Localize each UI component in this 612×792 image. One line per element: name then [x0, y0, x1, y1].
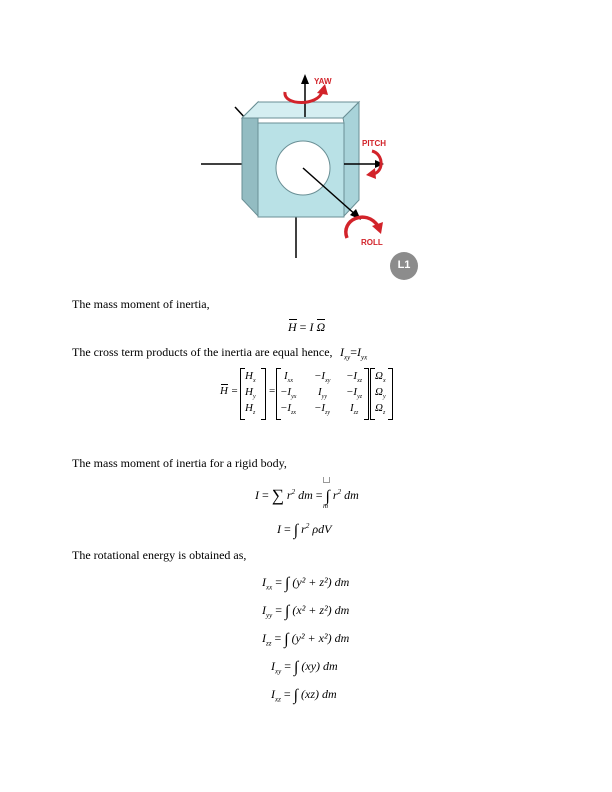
I-xy: $-I_{xy}$ — [314, 370, 331, 385]
integral-limit-m: m — [323, 502, 329, 510]
badge-label: L1 — [397, 259, 411, 271]
I-yz: $-I_{yz}$ — [346, 386, 363, 401]
equation-angular-momentum: H = I Ω — [288, 320, 326, 334]
roll-label: ROLL — [361, 238, 383, 247]
h-x: $H_x$ — [245, 370, 256, 385]
omega-z: $\Omega_z$ — [375, 402, 386, 417]
matrix-equation — [218, 368, 398, 420]
equation-sum-integral: I = ∑ $r^2$ dm = ∫ $r^2$ dm — [255, 486, 359, 505]
equation-Ixx: $I_{xx}$ = ∫ (y² + z²) dm — [262, 575, 350, 592]
integral-upper-box — [323, 477, 330, 483]
equation-Izz: $I_{zz}$ = ∫ (y² + x²) dm — [262, 631, 350, 648]
cube-right-face — [343, 102, 359, 216]
matrix-equals: = — [269, 385, 276, 397]
h-vector-right-bracket — [261, 368, 266, 420]
omega-y: $\Omega_y$ — [375, 386, 386, 401]
yaw-label: YAW — [314, 77, 332, 86]
I-zy: $-I_{zy}$ — [314, 402, 331, 417]
paragraph-rigid-body: The mass moment of inertia for a rigid body, — [72, 456, 287, 470]
I-yy: $I_{yy}$ — [318, 386, 327, 401]
I-xz: $-I_{xz}$ — [346, 370, 363, 385]
paragraph-mass-moment: The mass moment of inertia, — [72, 297, 210, 311]
I-zx: $-I_{zx}$ — [280, 402, 297, 417]
omega-x: $\Omega_x$ — [375, 370, 386, 385]
paragraph-cross-terms: The cross term products of the inertia are equal hence, — [72, 345, 333, 359]
omega-vector-right-bracket — [388, 368, 393, 420]
matrix-lhs-H: H = — [220, 385, 239, 397]
paragraph-rotational-energy: The rotational energy is obtained as, — [72, 548, 247, 562]
inertia-matrix — [280, 368, 376, 418]
h-y: $H_y$ — [245, 386, 256, 401]
equation-Ixz: $I_{xz}$ = ∫ (xz) dm — [271, 687, 337, 704]
cube-side-face — [242, 102, 258, 216]
equation-cross-terms: $I_{xy}=I_{yx}$ — [340, 345, 368, 362]
I-xx: $I_{xx}$ — [284, 370, 293, 385]
equation-Ixy: $I_{xy}$ = ∫ (xy) dm — [271, 659, 338, 676]
pitch-label: PITCH — [362, 139, 386, 148]
equation-volume-integral: I = ∫ $r^2$ ρdV — [277, 522, 332, 539]
I-zz: $I_{zz}$ — [350, 402, 359, 417]
inertia-matrix-right-bracket — [364, 368, 369, 420]
h-z: $H_z$ — [245, 402, 256, 417]
cube-top-face — [242, 102, 359, 118]
I-yx: $-I_{yx}$ — [280, 386, 297, 401]
equation-Iyy: $I_{yy}$ = ∫ (x² + z²) dm — [262, 603, 350, 620]
